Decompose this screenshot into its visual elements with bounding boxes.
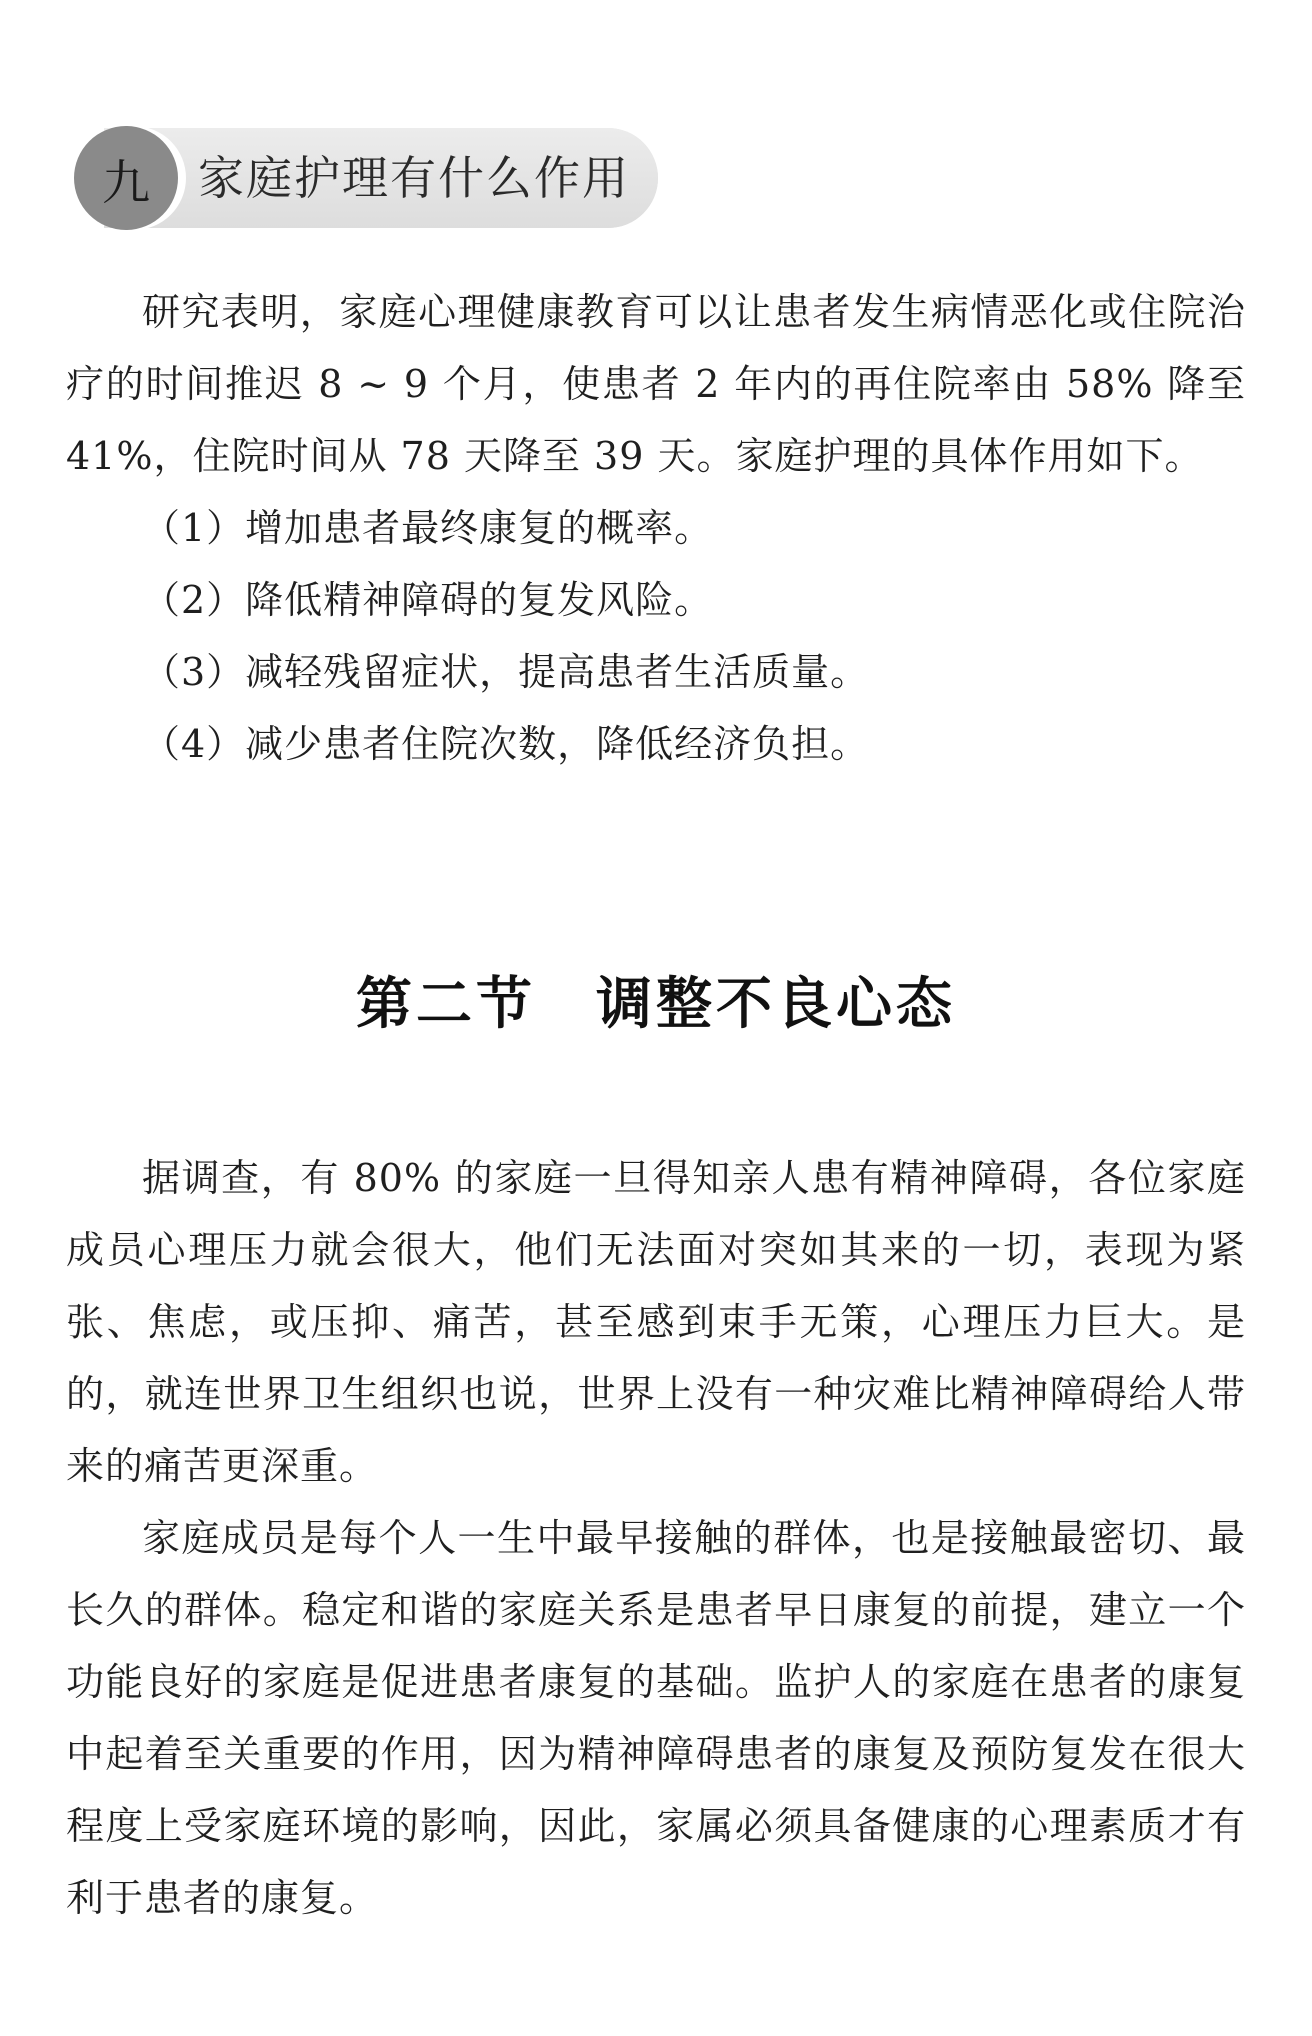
body-paragraph-1: 据调查，有 80% 的家庭一旦得知亲人患有精神障碍，各位家庭成员心理压力就会很大，他们无法面对突如其来的一切，表现为紧张、焦虑，或压抑、痛苦，甚至感到束手无策，心理压力巨大。是的，就连世界卫生组织也说，世界上没有一种灾难比精神障碍给人带来的痛苦更深重。 [66, 1156, 1246, 1488]
section-header [74, 126, 658, 230]
body-paragraph-2: 家庭成员是每个人一生中最早接触的群体，也是接触最密切、最长久的群体。稳定和谐的家庭关系是患者早日康复的前提，建立一个功能良好的家庭是促进患者康复的基础。监护人的家庭在患者的康复中起着至关重要的作用，因为精神障碍患者的康复及预防复发在很大程度上受家庭环境的影响，因此，家属必须具备健康的心理素质才有利于患者的康复。 [66, 1516, 1246, 1920]
main-text-block [66, 1142, 1246, 1934]
intro-text-block [66, 276, 1246, 780]
list-item-3: （3）减轻残留症状，提高患者生活质量。 [142, 650, 870, 694]
intro-paragraph: 研究表明，家庭心理健康教育可以让患者发生病情恶化或住院治疗的时间推迟 8 ~ 9 个月，使患者 2 年内的再住院率由 58% 降至 41%，住院时间从 78 天降至 39 天。家庭护理的具体作用如下。 [66, 290, 1246, 478]
section-title: 家庭护理有什么作用 [198, 151, 630, 205]
section-number-badge: 九 [74, 126, 178, 230]
list-item-1: （1）增加患者最终康复的概率。 [142, 506, 714, 550]
chapter-title: 第二节 调整不良心态 [356, 971, 956, 1037]
list-item-4: （4）减少患者住院次数，降低经济负担。 [142, 722, 870, 766]
list-item-2: （2）降低精神障碍的复发风险。 [142, 578, 714, 622]
